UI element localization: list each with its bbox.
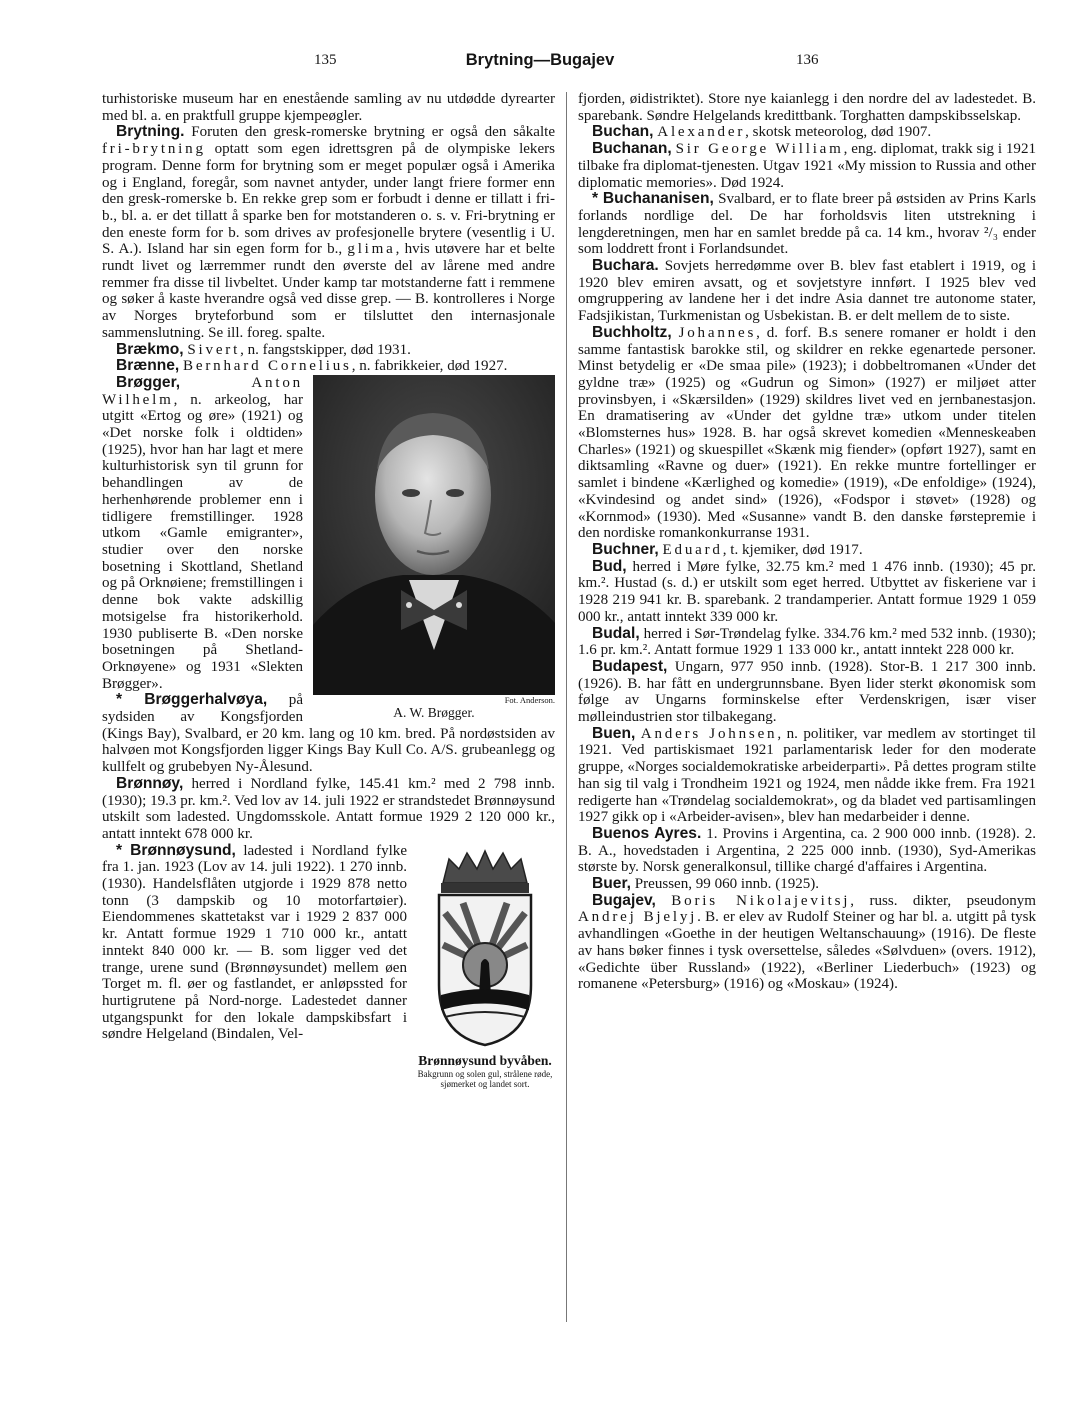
entry-buen: Buen, Anders Johnsen, n. politiker, var medlem av stortinget til 1921. Ved partiskismaet 1921 parlamentarisk leder for den moderate gruppe, «Norges socialdemokratiske arbeiderparti». På dettes program stilte han sig til valg i Trondheim 1921 og 1924, men nådde ikke frem. Fra 1921 redigerte han «Trøndelag socialdemokrat», og da bladet ved partisamlingen 1927 gikk op i «Arbeider-avisen», blev han medarbeider i denne. bbox=[578, 724, 1036, 826]
entry-buchan: Buchan, Alexander, skotsk meteorolog, død 1907. bbox=[592, 123, 932, 141]
page-header bbox=[0, 52, 1080, 74]
coat-of-arms-figure bbox=[415, 845, 555, 1089]
headword: Brækmo, bbox=[116, 340, 184, 358]
headword: Buenos Ayres. bbox=[592, 824, 702, 842]
right-column bbox=[578, 91, 1036, 993]
portrait-photo bbox=[313, 375, 555, 695]
headword: Buchananisen, bbox=[602, 190, 714, 208]
entry-broggerhalvoya: * Brøggerhalvøya, på sydsiden av Kongsfjorden (Kings Bay), Svalbard, er 20 km. lang og 10 km. bred. På nordøstsiden av halvøen mot Kongsfjorden ligger Kings Bay Kull Co. A/S. grubeanlegg og kullfelt og grubebyen Ny-Ålesund. bbox=[102, 691, 555, 776]
headword: Bugajev, bbox=[592, 891, 656, 909]
entry-bud: Bud, herred i Møre fylke, 32.75 km.² med 1 476 innb. (1930); 45 pr. km.². Hustad (s. d.) er utskilt som eget herred. Utbyttet av fiskeriene var i 1928 219 941 kr. B. sparebank. 2 trandamperier. Antatt formue 1929 1 059 000 kr., antatt inntekt 339 000 kr. bbox=[578, 557, 1036, 625]
page-number-right: 136 bbox=[796, 52, 819, 68]
headword: Buchara. bbox=[592, 257, 659, 275]
entry-buer: Buer, Preussen, 99 060 innb. (1925). bbox=[592, 875, 820, 893]
headword: Budal, bbox=[592, 624, 640, 642]
entry-brytning: Brytning. Foruten den gresk-romerske brytning er også den såkalte fri-brytning optatt som egen idrettsgren på de olympiske lekers program. Denne form for brytning som er meget populær også i Amerika og i England, foregår, som navnet antyder, under langt friere former enn den gresk-romerske b. En rekke grep som er forbudt i denne er tillatt i fri-b., bl. a. er det tillatt å sparke ben for motstanderen o. s. v. Fri-brytning er den eneste form for b. som drives av profesjonelle brytere (vesentlig i U. S. A.). Island har sin egen form for b., glima, hvis utøvere har et belte rundt livet og lærremmer rundt den øverste del av lårene med andre remmer fra disse til livbeltet. Under kamp tar motstanderne fatt i remmene og søker å kaste hverandre også ved disse grep. — B. kontrolleres i Norge av Norges bryteforbund som er tilsluttet den internasjonale sammenslutning. Se ill. foreg. spalte. bbox=[102, 123, 555, 341]
headword: Buer, bbox=[592, 875, 631, 893]
entry-bronnoysund: * Brønnøysund, ladested i Nordland fylke fra 1. jan. 1923 (Lov av 14. juli 1922). 1 270 innb. (1930). Handelsflåten utgjorde i 1929 878 netto tonn (3 dampskib og 10 motorfartøier). Eiendommenes skattetakst var i 1929 2 837 000 kr. Antatt formue 1929 1 710 000 kr., antatt inntekt 840 000 kr. — B. som ligger ved det trange, urene sund (Brønnøysundet) mellem øen Torget m. fl. øer og fastlandet, er anløpssted for hurtigrutene på Nord-norge. Ladestedet danner utgangspunkt for den lokale dampskibsfart i søndre Helgeland (Bindalen, Vel- bbox=[102, 841, 408, 1043]
entry-buchananisen: * Buchananisen, Svalbard, er to flate breer på østsiden av Prins Karls forlands nordlige del. De har forholdsvis liten utstrekning i lengderetningen, men har en samlet bredde på ca. 14 km., hvorav ²/₃ ender som loddrett front i Forlandsundet. bbox=[578, 190, 1036, 258]
entry-bronnoy: Brønnøy, herred i Nordland fylke, 145.41 km.² med 2 798 innb. (1930); 19.3 pr. km.². Ved lov av 14. juli 1922 er strandstedet Brønnøysund utskilt som ladested. Ungdomsskole. Antatt formue 1929 2 120 000 kr., antatt inntekt 678 000 kr. bbox=[102, 774, 555, 842]
entry-buchholtz: Buchholtz, Johannes, d. forf. B.s senere romaner er holdt i den samme fantastisk barokke stil, og skildrer en rekke egenartede personer. Minst betydelig er «De smaa pile» (1923); i dobbeltromanen «Under det gyldne træ» (1925) og «Gudrun og Simon» (1927) er miljøet atter provinsbyen, i «Skærsilden» (1929) skildres livet ved en jernbanestasjon. En dramatisering av «Under det gyldne træ» utkom under titelen «Blomsternes hus» 1928. B. har også skrevet komedien «Menneskeaben Charles» (1921) og skuespillet «Skænk mig fiender» (opført 1927), samt en diktsamling «Ravne og duer» (1921). En rekke muntre fortellinger er samlet i bindene «Kærlighed og komedie» (1919), «De enfoldige» (1924), «Kvindesind og andet sind» (1926), «Fodspor i støvet» (1928) og «Kornmod» (1930). Med «Susanne» vandt B. den danske førstepremie i den nordiske romankonkurranse 1931. bbox=[578, 323, 1036, 542]
portrait-image bbox=[313, 375, 555, 695]
headword: Budapest, bbox=[592, 657, 668, 675]
photo-credit: Fot. Anderson. bbox=[504, 694, 555, 705]
headword: Buchner, bbox=[592, 540, 659, 558]
headword: Brøgger, bbox=[116, 373, 181, 391]
entry-braekmo: Brækmo, Sivert, n. fangstskipper, død 1931. bbox=[116, 340, 411, 358]
entry-buchner: Buchner, Eduard, t. kjemiker, død 1917. bbox=[592, 540, 863, 558]
headword: Brænne, bbox=[116, 357, 180, 375]
headword: Brytning. bbox=[116, 123, 185, 141]
continued-paragraph: fjorden, øidistriktet). Store nye kaianlegg i den nordre del av ladestedet. B. sparebank. Søndre Helgelands kredittbank. Torghatten dampskibsselskap. bbox=[578, 91, 1036, 124]
continued-paragraph: turhistoriske museum har en enestående samling av nu utdødde dyrearter med bl. a. en praktfull gruppe kjempeøgler. bbox=[102, 91, 555, 124]
headword: Brønnøy, bbox=[116, 774, 184, 792]
entry-buchanan: Buchanan, Sir George William, eng. diplomat, trakk sig i 1921 tilbake fra diplomat-tjenesten. Utgav 1921 «My mission to Russia and other diplomatic memories». Død 1924. bbox=[578, 140, 1036, 191]
left-column bbox=[102, 91, 555, 1089]
entry-budal: Budal, herred i Sør-Trøndelag fylke. 334.76 km.² med 532 innb. (1930); 1.6 pr. km.². Antatt formue 1929 1 133 000 kr., antatt inntekt 228 000 kr. bbox=[578, 624, 1036, 659]
column-rule bbox=[566, 92, 567, 1322]
headword: Brøggerhalvøya, bbox=[144, 691, 268, 709]
running-title: Brytning—Bugajev bbox=[465, 51, 615, 69]
headword: Buchan, bbox=[592, 123, 654, 141]
arms-caption-note: Bakgrunn og solen gul, strålene røde, sjømerket og landet sort. bbox=[417, 1068, 553, 1089]
entry-bugajev: Bugajev, Boris Nikolajevitsj, russ. dikter, pseudonym Andrej Bjelyj. B. er elev av Rudolf Steiner og har bl. a. utgitt på tysk avhandlingen «Goethe in der heutigen Weltanschauung» (1916). De fleste av hans bøker finnes i tysk oversettelse, således «Sølvduen» (overs. 1912), «Gedichte über Russland» (1922), «Berliner Liederbuch» (1923) og romanene «Petersburg» (1916) og «Moskau» (1924). bbox=[578, 891, 1036, 993]
headword: Bud, bbox=[592, 557, 627, 575]
coat-of-arms-image bbox=[415, 845, 555, 1050]
headword: Buchanan, bbox=[592, 140, 672, 158]
entry-buenos-ayres: Buenos Ayres. 1. Provins i Argentina, ca. 2 900 000 innb. (1928). 2. B. A., hovedstaden i Argentina, 2 225 000 innb. (1930), Syd-Amerikas største by. Norsk generalkonsul, tillike chargé d'affaires i Argentina. bbox=[578, 824, 1036, 876]
portrait-figure bbox=[313, 375, 555, 720]
arms-caption-title: Brønnøysund byvåben. bbox=[418, 1053, 552, 1069]
entry-budapest: Budapest, Ungarn, 977 950 innb. (1928). Stor-B. 1 217 300 innb. (1926). B. har fått en undergrunnsbane. Byen lider sterkt økonomisk som følge av Ungarns forminskelse efter Verdenskrigen, især viser mølleindustrien stor tilbakegang. bbox=[578, 657, 1036, 726]
photo-caption: A. W. Brøgger. bbox=[393, 704, 475, 720]
page-number-left: 135 bbox=[314, 52, 337, 68]
headword: Buchholtz, bbox=[592, 323, 672, 341]
headword: Buen, bbox=[592, 724, 636, 742]
entry-buchara: Buchara. Sovjets herredømme over B. blev fast etablert i 1919, og i 1920 blev emiren avsatt, og et sovjetstyre innført. I 1925 blev ved omgruppering av landene her i det indre Asia dannet tre autonome stater, Fadsjikistan, Turkmenistan og Usbekistan. B. er delt mellem de to siste. bbox=[578, 257, 1036, 325]
entry-brogger: Brøgger, Anton Wilhelm, n. arkeolog, har utgitt «Ertog og øre» (1921) og «Det norske folk i oldtiden» (1925), hvor han har lagt et mere kulturhistorisk syn til grunn for behandlingen av de herhenhørende problemer enn i tidligere fremstillinger. 1928 utkom «Gamle emigranter», studier over den norske bosetning i Skottland, Shetland og på Orknøiene; fremstillingen i denne bok vakte adskillig motsigelse fra historikerhold. 1930 publiserte B. «Den norske bosetningen på Shetland-Orknøyene» og 1931 «Slekten Brøgger». bbox=[102, 373, 303, 692]
headword: Brønnøysund, bbox=[130, 841, 236, 859]
entry-braenne: Brænne, Bernhard Cornelius, n. fabrikkeier, død 1927. bbox=[116, 357, 508, 375]
